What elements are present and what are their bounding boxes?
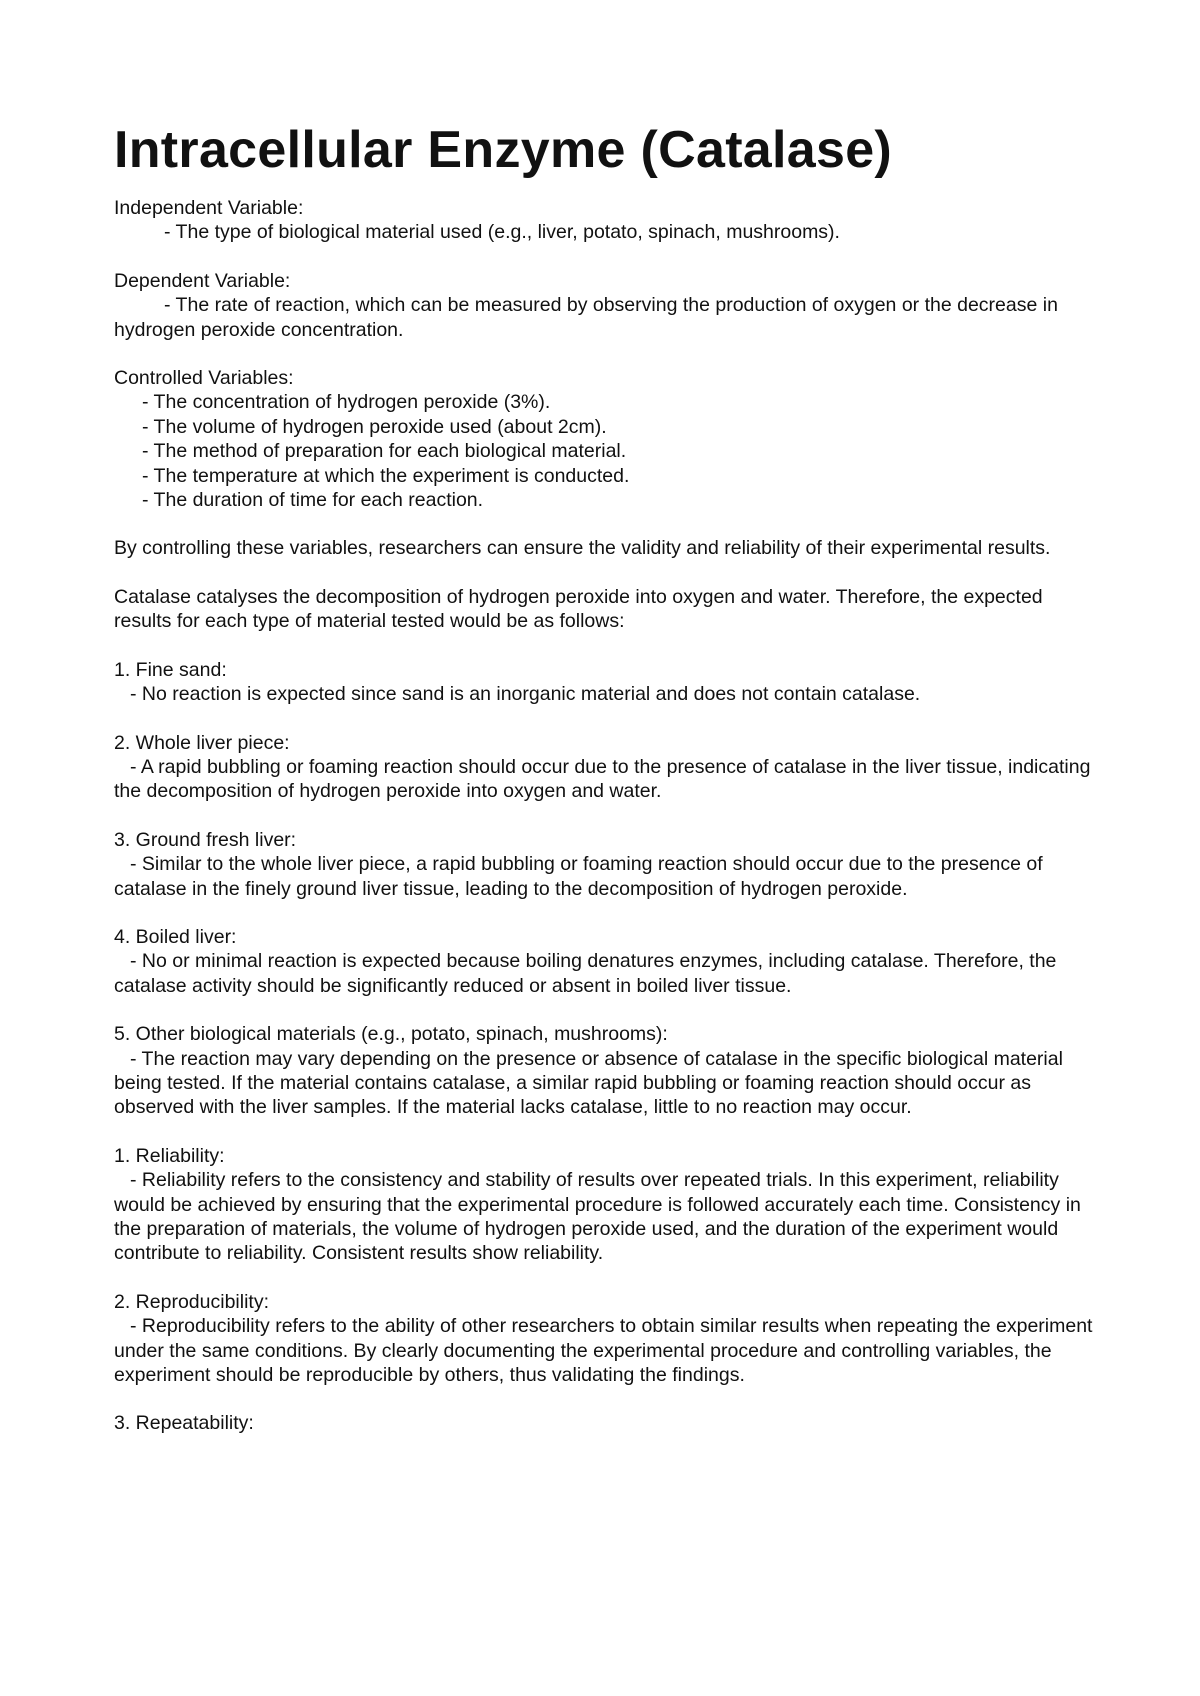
dependent-variable-section — [114, 269, 1104, 342]
quality-text: - Reproducibility refers to the ability of other researchers to obtain similar results when repeating the experiment under the same conditions. By clearly documenting the experimental procedure and controlling variables, the experiment should be reproducible by others, thus validating the findings. — [114, 1315, 1093, 1387]
quality-item-reliability — [114, 1144, 1104, 1266]
material-heading: 5. Other biological materials (e.g., potato, spinach, mushrooms): — [114, 1023, 668, 1046]
list-item: - The method of preparation for each biological material. — [142, 440, 627, 463]
independent-variable-item: - The type of biological material used (e.g., liver, potato, spinach, mushrooms). — [164, 221, 840, 244]
intro-paragraph: Catalase catalyses the decomposition of hydrogen peroxide into oxygen and water. Therefore, the expected results for each type of material tested would be as follows: — [114, 585, 1043, 633]
quality-heading: 2. Reproducibility: — [114, 1290, 269, 1313]
dependent-variable-item: - The rate of reaction, which can be measured by observing the production of oxygen or the decrease in hydrogen peroxide concentration. — [114, 294, 1058, 341]
list-item: - The concentration of hydrogen peroxide (3%). — [142, 391, 551, 414]
material-text: - Similar to the whole liver piece, a rapid bubbling or foaming reaction should occur due to the presence of catalase in the finely ground liver tissue, leading to the decomposition of hydrogen peroxide. — [114, 853, 1043, 900]
material-item-3 — [114, 828, 1104, 901]
material-text: - No reaction is expected since sand is an inorganic material and does not contain catalase. — [130, 683, 921, 706]
independent-variable-section — [114, 196, 1104, 245]
quality-text: - Reliability refers to the consistency and stability of results over repeated trials. In this experiment, reliability would be achieved by ensuring that the experimental procedure is followed accurately each time. Consistency in the preparation of materials, the volume of hydrogen peroxide used, and the duration of the experiment would contribute to reliability. Consistent results show reliability. — [114, 1169, 1081, 1265]
material-heading: 3. Ground fresh liver: — [114, 828, 297, 851]
material-heading: 4. Boiled liver: — [114, 925, 237, 948]
material-heading: 1. Fine sand: — [114, 658, 227, 681]
material-heading: 2. Whole liver piece: — [114, 731, 290, 754]
material-text: - The reaction may vary depending on the presence or absence of catalase in the specific biological material being tested. If the material contains catalase, a similar rapid bubbling or foaming reaction should occur as observed with the liver samples. If the material lacks catalase, little to no reaction may occur. — [114, 1047, 1063, 1119]
material-text: - A rapid bubbling or foaming reaction should occur due to the presence of catalase in the liver tissue, indicating the decomposition of hydrogen peroxide into oxygen and water. — [114, 755, 1091, 803]
material-item-2 — [114, 731, 1104, 804]
controlled-variables-list — [114, 390, 1104, 512]
quality-heading: 3. Repeatability: — [114, 1412, 254, 1435]
material-text: - No or minimal reaction is expected because boiling denatures enzymes, including catalase. Therefore, the catalase activity should be significantly reduced or absent in boiled liver tissue. — [114, 950, 1057, 997]
summary-paragraph: By controlling these variables, researchers can ensure the validity and reliability of their experimental results. — [114, 537, 1051, 560]
material-item-1 — [114, 658, 1104, 707]
quality-item-reproducibility — [114, 1290, 1104, 1388]
list-item: - The volume of hydrogen peroxide used (about 2cm). — [142, 415, 607, 438]
dependent-variable-heading: Dependent Variable: — [114, 269, 291, 292]
document-content — [114, 115, 1104, 1436]
independent-variable-heading: Independent Variable: — [114, 197, 304, 219]
material-item-5 — [114, 1022, 1104, 1120]
controlled-variables-section — [114, 366, 1104, 512]
material-item-4 — [114, 925, 1104, 998]
quality-item-repeatability — [114, 1411, 1104, 1435]
controlled-variables-heading: Controlled Variables: — [114, 367, 294, 390]
page-title: Intracellular Enzyme (Catalase) — [114, 121, 893, 179]
list-item: - The temperature at which the experiment is conducted. — [142, 464, 630, 487]
list-item: - The duration of time for each reaction. — [142, 489, 484, 512]
quality-heading: 1. Reliability: — [114, 1144, 225, 1167]
